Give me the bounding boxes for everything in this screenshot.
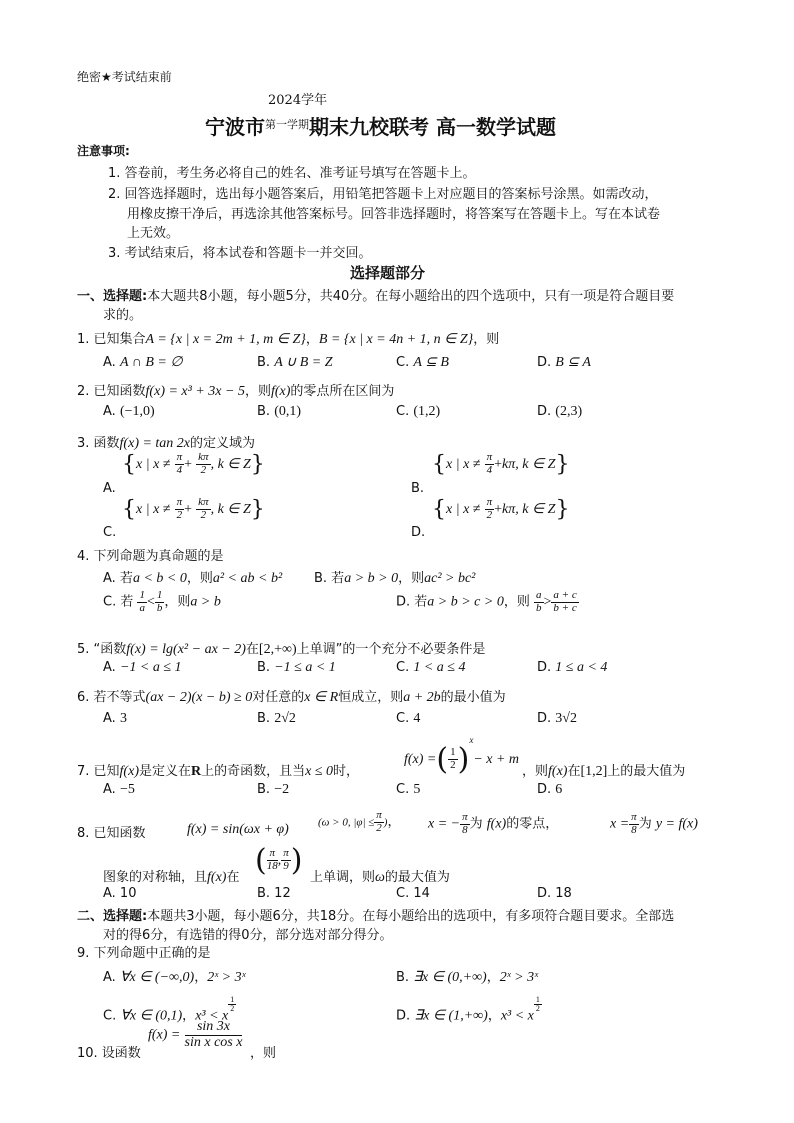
notice-item-2: 2. 回答选择题时，选出每小题答案后，用铅笔把答题卡上对应题目的答案标号涂黑。如需改动， — [108, 187, 658, 202]
q3-option-d: {x | x ≠ $\frac{\pi}{2}$ +kπ, k ∈ Z} — [432, 496, 570, 522]
q4-option-d: D. 若a > b > c > 0，则 $\frac{a}{b}$ > $\frac{a + c}{b + c}$ — [396, 589, 577, 614]
q10-stem-b: ，则 — [250, 1046, 277, 1061]
q3-option-b: {x | x ≠ $\frac{\pi}{4}$ +kπ, k ∈ Z} — [432, 451, 570, 477]
q4-stem: 4. 下列命题为真命题的是 — [77, 549, 224, 564]
notice-item-1: 1. 答卷前，考生务必将自己的姓名、准考证号填写在答题卡上。 — [108, 166, 476, 181]
q1-set-a: A = {x | x = 2m + 1, m ∈ Z} — [145, 332, 306, 347]
q7-function: f(x) =( $\frac{1}{2}$ )$^x$− x + m — [404, 735, 520, 777]
q4-option-a: A. 若a < b < 0，则a² < ab < b² — [103, 571, 283, 586]
q1-set-b: B = {x | x = 4n + 1, n ∈ Z} — [318, 332, 474, 347]
q2-option-d: D. (2,3) — [537, 404, 583, 419]
q7-option-b: B. −2 — [257, 782, 290, 797]
q5-stem: 5. “函数f(x) = lg(x² − ax − 2)在[2,+∞)上单调”的一个充分不必要条件是 — [77, 642, 486, 657]
q8-axis: x = $\frac{\pi}{8}$ 为 y = f(x) — [610, 811, 698, 836]
q6-option-a: A. 3 — [103, 711, 127, 726]
part2-desc: 二、选择题:本题共3小题，每小题6分，共18分。在每小题给出的选项中，有多项符合题目要求。全部选 — [77, 909, 675, 924]
school-year: 2024学年 — [268, 93, 328, 108]
q9-stem: 9. 下列命题中正确的是 — [77, 946, 211, 961]
q9-option-a: A. ∀x ∈ (−∞,0)，2ˣ > 3ˣ — [103, 970, 246, 985]
q7-option-a: A. −5 — [103, 782, 135, 797]
part2-label: 二、选择题: — [77, 909, 148, 924]
part1-desc-cont: 求的。 — [103, 308, 143, 323]
q5-option-c: C. 1 < a ≤ 4 — [396, 660, 466, 675]
q4-option-b: B. 若a > b > 0，则ac² > bc² — [314, 571, 476, 586]
q5-option-b: B. −1 ≤ a < 1 — [257, 660, 336, 675]
q8-line2-a: 图象的对称轴，且f(x)在 — [103, 870, 240, 885]
part1-desc-text: 本大题共8小题，每小题5分，共40分。在每小题给出的四个选项中，只有一项是符合题目要 — [147, 289, 675, 304]
q6-option-c: C. 4 — [396, 711, 421, 726]
notice-item-2-cont2: 上无效。 — [127, 226, 180, 241]
q3-option-b-label: B. — [411, 481, 425, 496]
q1-stem — [77, 328, 499, 348]
notice-item-2-cont: 用橡皮擦干净后，再选涂其他答案标号。回答非选择题时，将答案写在答题卡上。写在本试卷 — [127, 207, 661, 222]
notice-item-3: 3. 考试结束后，将本试卷和答题卡一并交回。 — [108, 246, 372, 261]
q3-stem: 3. 函数f(x) = tan 2x的定义域为 — [77, 436, 256, 451]
q1-option-b: B. A ∪ B = Z — [257, 355, 333, 370]
part2-desc-cont: 对的得6分，有选错的得0分，部分选对部分得分。 — [103, 928, 393, 943]
q1-option-a: A. A ∩ B = ∅ — [103, 355, 183, 370]
q2-option-c: C. (1,2) — [396, 404, 441, 419]
q8-option-d: D. 18 — [537, 886, 572, 901]
q5-option-d: D. 1 ≤ a < 4 — [537, 660, 608, 675]
q7-stem-right: ，则f(x)在[1,2]上的最大值为 — [522, 764, 686, 779]
part1-label: 一、选择题: — [77, 289, 148, 304]
q6-option-d: D. 3√2 — [537, 711, 577, 726]
q8-func: f(x) = sin(ωx + φ) — [187, 822, 289, 837]
q9-option-d: D. ∃x ∈ (1,+∞)，x³ < x $\frac{1}{2}$ — [396, 995, 540, 1024]
q8-option-c: C. 14 — [396, 886, 430, 901]
q6-option-b: B. 2√2 — [257, 711, 296, 726]
q8-option-b: B. 12 — [257, 886, 291, 901]
q7-option-c: C. 5 — [396, 782, 421, 797]
q1-stem-a: 1. 已知集合 — [77, 332, 146, 347]
q9-option-b: B. ∃x ∈ (0,+∞)，2ˣ > 3ˣ — [396, 970, 539, 985]
q9-option-c: C. ∀x ∈ (0,1)，x³ < x $\frac{1}{2}$ — [103, 995, 235, 1024]
q2-option-b: B. (0,1) — [257, 404, 302, 419]
q8-option-a: A. 10 — [103, 886, 137, 901]
q10-func: f(x) = $\frac{\sin 3x}{\text{sin x cos x}}$ — [148, 1019, 243, 1050]
q2-func: f(x) = x³ + 3x − 5 — [145, 384, 245, 399]
confidential-mark: 绝密★考试结束前 — [77, 70, 172, 84]
q5-option-a: A. −1 < a ≤ 1 — [103, 660, 182, 675]
q7-stem-left: 7. 已知f(x)是定义在R上的奇函数，且当x ≤ 0时， — [77, 764, 360, 779]
part1-desc — [77, 285, 674, 304]
q8-line2-c: 上单调，则ω的最大值为 — [310, 870, 450, 885]
q8-zero: x = − $\frac{\pi}{8}$ 为 f(x)的零点， — [428, 811, 559, 836]
q1-comma: ， — [305, 332, 319, 347]
title-term: 第一学期 — [265, 118, 309, 131]
section-title: 选择题部分 — [350, 264, 426, 282]
page-title — [205, 111, 556, 140]
q3-func: f(x) = tan 2x — [119, 436, 191, 451]
q10-stem-a: 10. 设函数 — [77, 1046, 141, 1061]
q3-option-c: {x | x ≠ $\frac{\pi}{2}$ + $\frac{k\pi}{2}$ , k ∈ Z} — [122, 496, 265, 522]
q8-interval: ( $\frac{\pi}{18}$ , $\frac{\pi}{9}$ ) — [255, 843, 303, 878]
q8-condition: (ω > 0, |φ| ≤ $\frac{\pi}{2}$ )， — [318, 809, 401, 834]
q7-option-d: D. 6 — [537, 782, 563, 797]
title-main: 期末九校联考 高一数学试题 — [309, 115, 556, 139]
q6-stem: 6. 若不等式(ax − 2)(x − b) ≥ 0对任意的x ∈ R恒成立，则a + 2b的最小值为 — [77, 690, 506, 705]
q8-stem-a: 8. 已知函数 — [77, 826, 146, 841]
q1-option-d: D. B ⊆ A — [537, 355, 591, 370]
q2-stem: 2. 已知函数f(x) = x³ + 3x − 5，则f(x)的零点所在区间为 — [77, 384, 395, 399]
q4-option-c: C. 若 $\frac{1}{a}$ < $\frac{1}{b}$ ，则a > b — [103, 589, 221, 614]
title-city: 宁波市 — [205, 115, 265, 139]
q1-option-c: C. A ⊆ B — [396, 355, 449, 370]
q2-option-a: A. (−1,0) — [103, 404, 155, 419]
q3-option-d-label: D. — [411, 525, 426, 540]
q3-option-a-label: A. — [103, 481, 116, 496]
q3-option-c-label: C. — [103, 525, 117, 540]
q1-stem-b: ，则 — [473, 332, 500, 347]
notice-heading: 注意事项: — [77, 144, 130, 158]
q3-option-a: {x | x ≠ $\frac{\pi}{4}$ + $\frac{k\pi}{2}$ , k ∈ Z} — [122, 451, 265, 477]
